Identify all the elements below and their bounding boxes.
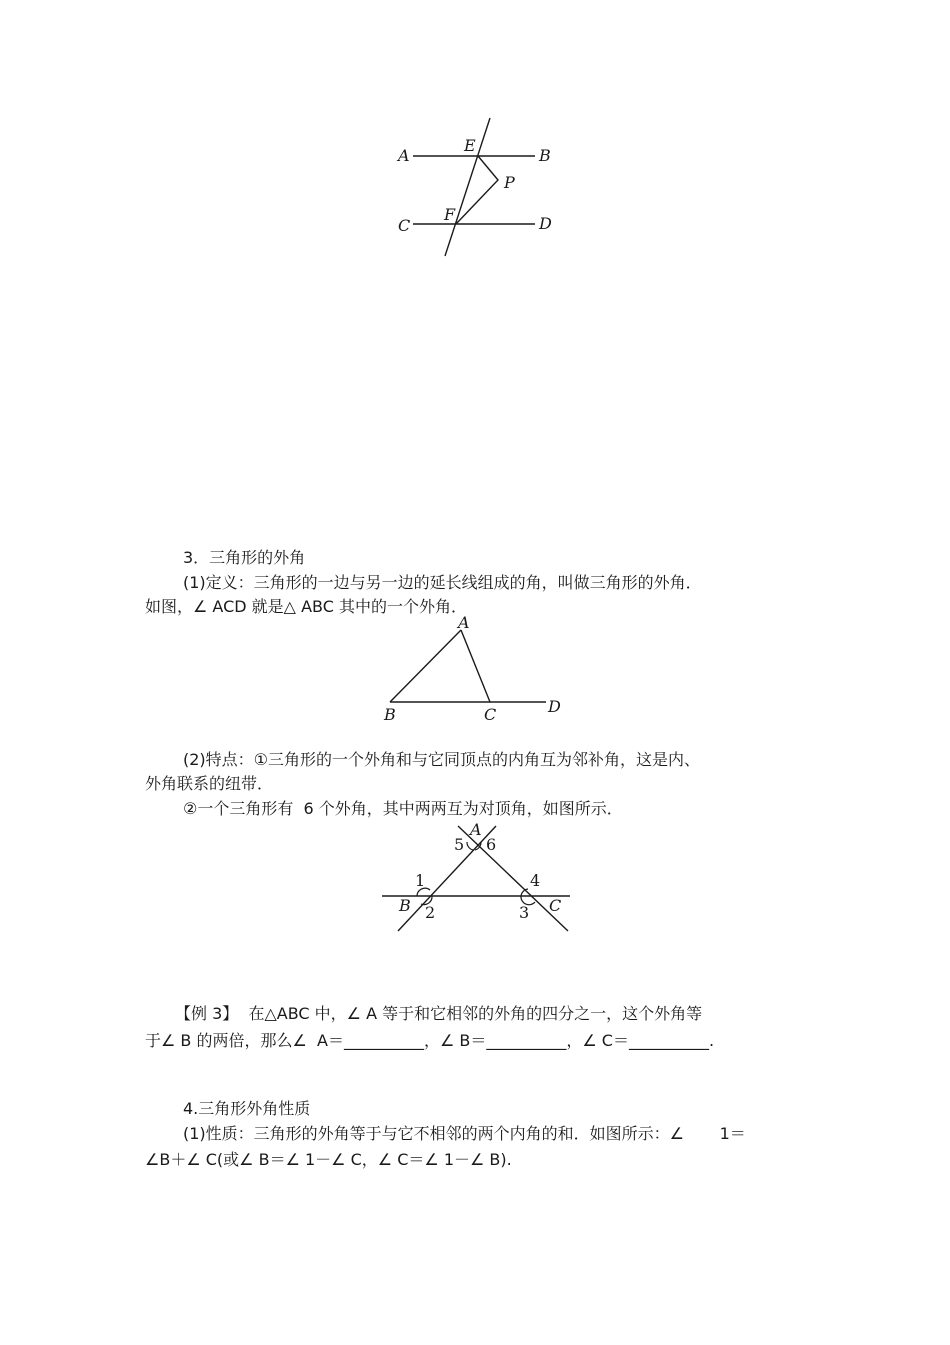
trait-line-2: 外角联系的纽带． [145, 774, 274, 793]
label-p: P [504, 173, 515, 192]
section3-heading: 3．三角形的外角 [183, 548, 306, 567]
label-a: A [470, 820, 482, 839]
property-line-2: ∠B＋∠ C(或∠ B＝∠ 1－∠ C，∠ C＝∠ 1－∠ B). [145, 1150, 512, 1169]
trait-line-1: (2)特点：①三角形的一个外角和与它同顶点的内角互为邻补角，这是内、 [183, 750, 701, 769]
label-b: B [384, 705, 396, 724]
label-f: F [444, 205, 456, 224]
label-3: 3 [519, 903, 530, 922]
segments-ep-pf [456, 156, 498, 224]
side-ac [461, 630, 490, 702]
definition-line-2: 如图，∠ ACD 就是△ ABC 其中的一个外角． [145, 597, 467, 616]
label-a: A [398, 146, 410, 165]
label-1: 1 [415, 871, 426, 890]
definition-line-1: (1)定义：三角形的一边与另一边的延长线组成的角，叫做三角形的外角． [183, 573, 702, 592]
label-a: A [458, 613, 470, 632]
trait-line-3: ②一个三角形有 6 个外角，其中两两互为对顶角，如图所示． [183, 799, 623, 818]
arc-angle-5 [467, 842, 473, 850]
property-line-1: (1)性质：三角形的外角等于与它不相邻的两个内角的和．如图所示：∠ 1＝ [183, 1124, 746, 1143]
label-e: E [464, 136, 476, 155]
side-ab [390, 630, 461, 702]
label-c: C [398, 216, 411, 235]
label-d: D [539, 214, 552, 233]
parallel-lines-figure [390, 110, 570, 265]
label-c: C [549, 896, 562, 915]
label-b: B [539, 146, 551, 165]
exterior-angle-figure [378, 612, 568, 727]
label-d: D [548, 697, 561, 716]
line-through-ab [398, 826, 496, 931]
example3-line-2: 于∠ B 的两倍，那么∠ A＝__________，∠ B＝__________，∠ C＝__________. [145, 1031, 715, 1050]
six-exterior-angles-figure [378, 818, 578, 940]
label-6: 6 [486, 835, 497, 854]
label-b: B [399, 896, 411, 915]
label-c: C [484, 705, 497, 724]
section4-heading: 4.三角形外角性质 [183, 1099, 311, 1118]
label-5: 5 [454, 835, 465, 854]
line-through-ac [458, 826, 568, 931]
label-4: 4 [530, 871, 541, 890]
example3-line-1: 【例 3】 在△ABC 中，∠ A 等于和它相邻的外角的四分之一，这个外角等 [175, 1004, 703, 1023]
label-2: 2 [425, 903, 436, 922]
